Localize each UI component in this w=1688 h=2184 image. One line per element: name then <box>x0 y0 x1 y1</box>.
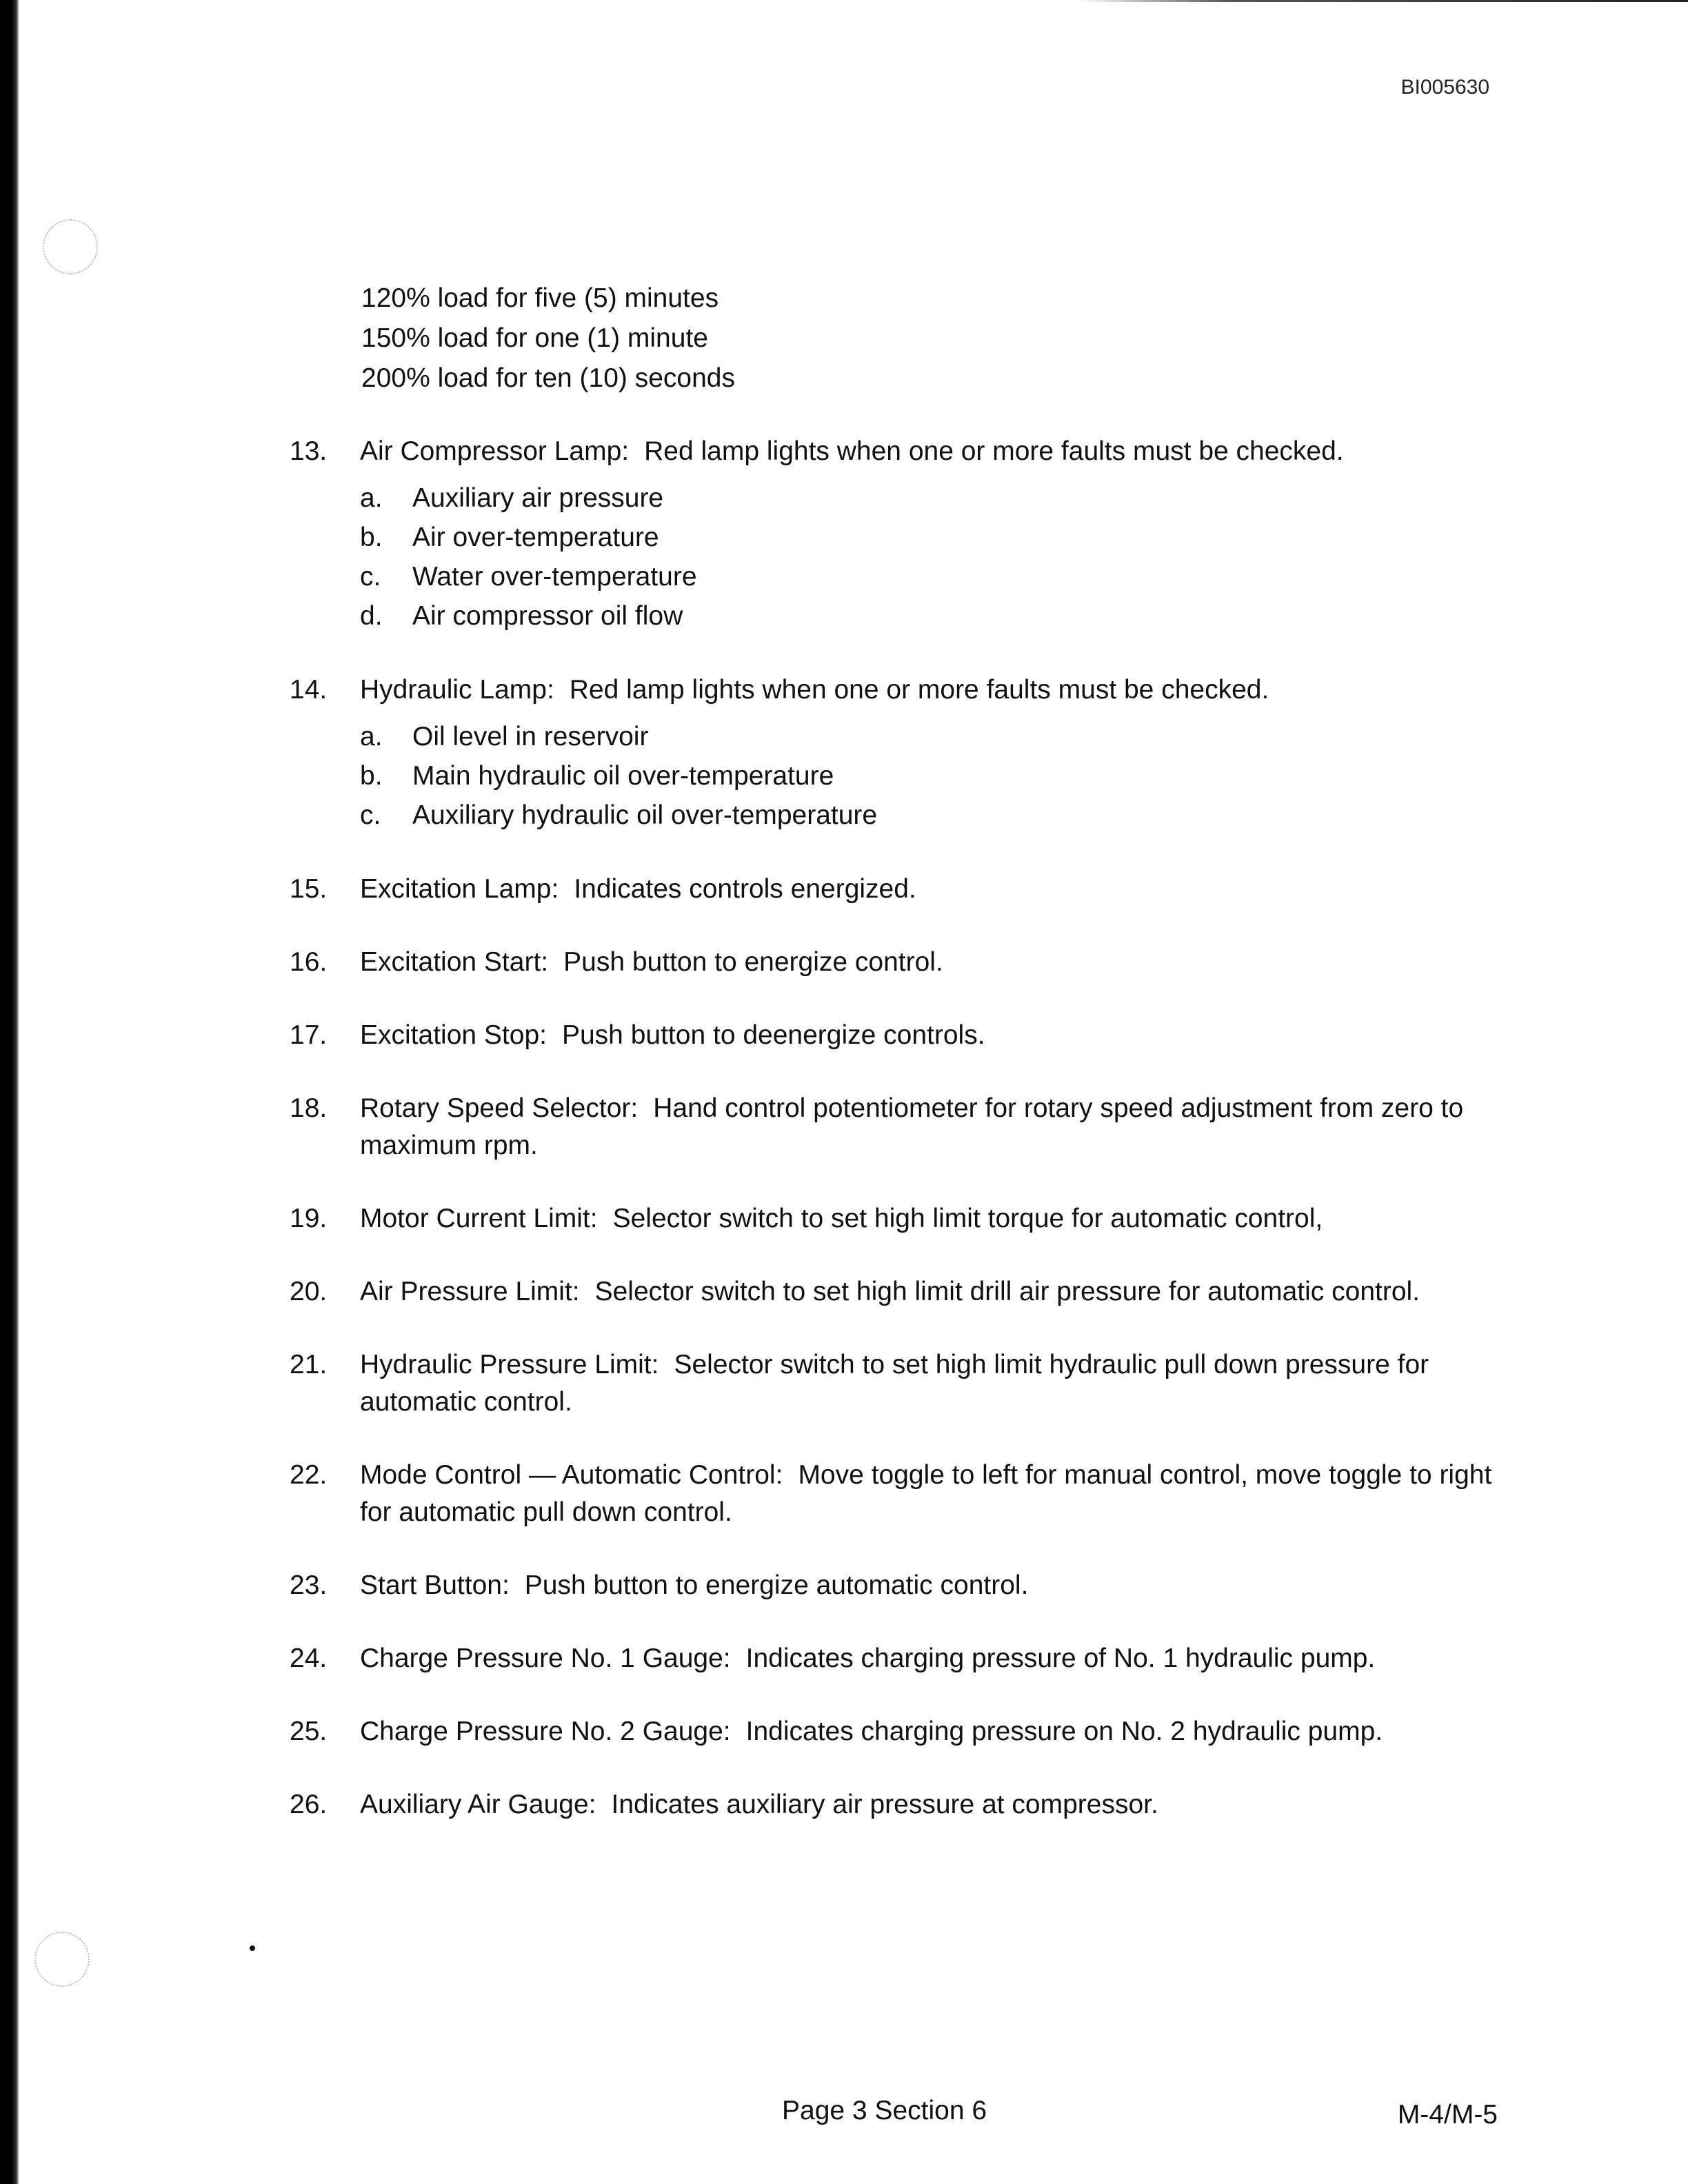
item-title: Start Button: <box>360 1570 510 1600</box>
item-text: Push button to deenergize controls. <box>561 1020 985 1050</box>
load-rating-list <box>361 279 735 398</box>
item-title: Charge Pressure No. 1 Gauge: <box>360 1644 731 1673</box>
item-text: Hand control potentiometer for rotary speed adjustment from zero to maximum rpm. <box>360 1093 1464 1160</box>
item-body <box>360 1713 1507 1750</box>
item-text: Indicates controls energized. <box>574 874 916 904</box>
sub-item <box>360 717 1507 756</box>
list-item <box>290 871 1507 908</box>
item-number: 19. <box>290 1204 328 1233</box>
footer-model: M-4/M-5 <box>1397 2100 1498 2130</box>
scan-edge <box>0 0 19 2184</box>
item-title: Rotary Speed Selector: <box>360 1093 639 1123</box>
sub-item <box>360 518 1507 557</box>
item-title: Excitation Stop: <box>360 1020 547 1050</box>
item-body <box>360 1567 1507 1604</box>
item-text: Indicates charging pressure of No. 1 hydraulic pump. <box>745 1644 1376 1673</box>
footer-page-number: Page 3 Section 6 <box>782 2096 987 2125</box>
item-text: Indicates auxiliary air pressure at compressor. <box>611 1790 1158 1819</box>
item-number: 18. <box>290 1093 328 1123</box>
load-line: 200% load for ten (10) seconds <box>361 363 736 393</box>
item-text: Indicates charging pressure on No. 2 hydraulic pump. <box>745 1717 1383 1746</box>
list-item <box>290 671 1507 835</box>
stray-mark <box>250 1945 255 1951</box>
list-item <box>290 1786 1507 1823</box>
item-body <box>360 1273 1507 1311</box>
item-number: 20. <box>290 1277 328 1306</box>
list-item <box>290 1567 1507 1604</box>
item-number: 16. <box>290 947 328 977</box>
item-text: Selector switch to set high limit hydraulic pull down pressure for automatic control. <box>360 1350 1429 1417</box>
list-item <box>290 1457 1507 1531</box>
sub-item-text: Air over-temperature <box>412 523 659 552</box>
top-rule <box>1076 0 1688 2</box>
item-body <box>360 1090 1507 1164</box>
item-number: 22. <box>290 1460 328 1490</box>
sub-item-letter: a. <box>360 483 383 513</box>
item-body <box>360 433 1507 636</box>
item-title: Hydraulic Lamp: <box>360 675 554 705</box>
item-number: 24. <box>290 1644 328 1673</box>
item-number: 17. <box>290 1020 328 1050</box>
item-text: Push button to energize automatic control. <box>524 1570 1029 1600</box>
list-item <box>290 1200 1507 1237</box>
sub-item-text: Auxiliary air pressure <box>412 483 664 513</box>
sub-item-letter: b. <box>360 523 383 552</box>
list-item <box>290 1090 1507 1164</box>
item-number: 25. <box>290 1717 328 1746</box>
sub-item-text: Auxiliary hydraulic oil over-temperature <box>412 800 878 830</box>
load-line: 120% load for five (5) minutes <box>361 283 719 313</box>
punch-hole-top <box>43 219 98 274</box>
item-body <box>360 1200 1507 1237</box>
sub-item-text: Air compressor oil flow <box>412 601 683 631</box>
list-item <box>290 1017 1507 1054</box>
item-text: Red lamp lights when one or more faults must be checked. <box>644 436 1344 466</box>
list-item <box>290 433 1507 636</box>
item-body <box>360 1346 1507 1421</box>
item-title: Hydraulic Pressure Limit: <box>360 1350 659 1379</box>
item-title: Air Pressure Limit: <box>360 1277 580 1306</box>
item-title: Motor Current Limit: <box>360 1204 598 1233</box>
sub-item-letter: c. <box>360 800 381 830</box>
document-id: BI005630 <box>1400 76 1489 99</box>
sub-item-letter: c. <box>360 562 381 592</box>
sub-item <box>360 756 1507 796</box>
sub-item <box>360 557 1507 596</box>
punch-hole-bottom <box>34 1932 90 1987</box>
sub-item-text: Main hydraulic oil over-temperature <box>412 761 834 791</box>
item-body <box>360 671 1507 835</box>
item-title: Charge Pressure No. 2 Gauge: <box>360 1717 731 1746</box>
item-text: Move toggle to left for manual control, move toggle to right for automatic pull down control. <box>360 1460 1492 1527</box>
item-title: Air Compressor Lamp: <box>360 436 630 466</box>
item-number: 13. <box>290 436 328 466</box>
list-item <box>290 1273 1507 1311</box>
sub-item-text: Oil level in reservoir <box>412 722 649 751</box>
sub-item-text: Water over-temperature <box>412 562 697 592</box>
item-title: Excitation Lamp: <box>360 874 559 904</box>
item-number: 14. <box>290 675 328 705</box>
item-title: Mode Control — Automatic Control: <box>360 1460 783 1490</box>
item-number: 23. <box>290 1570 328 1600</box>
sub-item <box>360 478 1507 518</box>
item-body <box>360 944 1507 981</box>
list-item <box>290 944 1507 981</box>
sub-item <box>360 796 1507 835</box>
item-body <box>360 1640 1507 1677</box>
item-number: 26. <box>290 1790 328 1819</box>
item-body <box>360 1017 1507 1054</box>
item-text: Selector switch to set high limit drill air pressure for automatic control. <box>594 1277 1420 1306</box>
item-text: Push button to energize control. <box>563 947 943 977</box>
list-item <box>290 1640 1507 1677</box>
item-text: Red lamp lights when one or more faults must be checked. <box>569 675 1269 705</box>
item-text: Selector switch to set high limit torque for automatic control, <box>612 1204 1323 1233</box>
sub-item-letter: a. <box>360 722 383 751</box>
item-body <box>360 871 1507 908</box>
item-number: 21. <box>290 1350 328 1379</box>
sub-item-list <box>360 717 1507 835</box>
sub-item-list <box>360 478 1507 636</box>
control-description-list <box>290 433 1507 1823</box>
sub-item-letter: d. <box>360 601 383 631</box>
item-number: 15. <box>290 874 328 904</box>
item-title: Auxiliary Air Gauge: <box>360 1790 596 1819</box>
item-body <box>360 1786 1507 1823</box>
load-line: 150% load for one (1) minute <box>361 323 708 353</box>
list-item <box>290 1346 1507 1421</box>
sub-item <box>360 596 1507 636</box>
item-title: Excitation Start: <box>360 947 549 977</box>
list-item <box>290 1713 1507 1750</box>
item-body <box>360 1457 1507 1531</box>
sub-item-letter: b. <box>360 761 383 791</box>
